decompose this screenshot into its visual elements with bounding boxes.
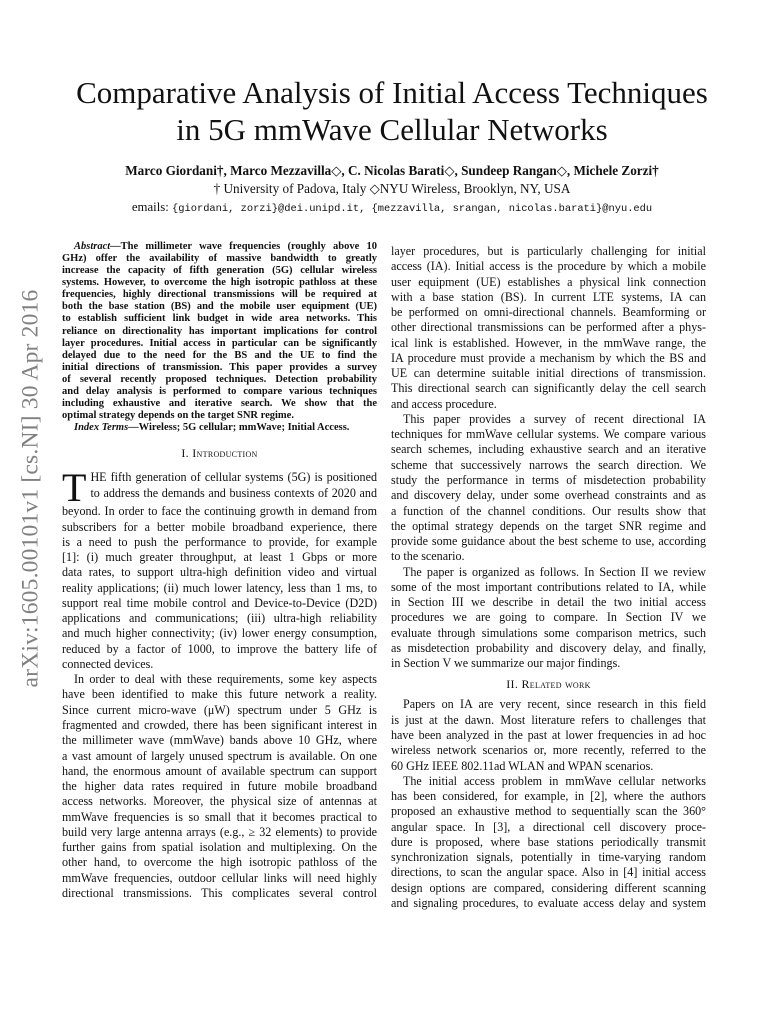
title-line: in 5G mmWave Cellular Networks (176, 112, 608, 147)
abstract-line: initial directions of transmission. This paper provides a survey (62, 361, 377, 373)
body-line: wireless network scenarios or, more recently, referred to the (391, 743, 706, 758)
dropcap-letter: T (62, 465, 87, 511)
emails-addresses: {giordani, zorzi}@dei.unipd.it, {mezzavilla, srangan, nicolas.barati}@nyu.edu (172, 203, 653, 215)
intro-line: HE fifth generation of cellular systems (5G) is positioned (90, 470, 377, 485)
body-line: angular space. In [3], a directional cell discovery proce- (391, 819, 706, 834)
right-paragraph-5 (391, 774, 706, 911)
body-line: a function of the channel conditions. Our results show that (391, 503, 706, 518)
body-line: with a base station (BS). In current LTE systems, IA can (391, 289, 706, 304)
intro-line: a vast amount of largely unused spectrum is available. On one (62, 748, 377, 763)
right-paragraph-1 (391, 244, 706, 412)
abstract-line: both the base station (BS) and the mobile user equipment (UE) (62, 301, 377, 313)
body-line: and access procedure. (391, 396, 497, 411)
body-line: ical link is established. However, in the mmWave range, the (391, 335, 706, 350)
abstract-line: frequencies, highly directional transmissions will be required at (62, 289, 377, 301)
intro-line: and much higher connectivity; (iv) lower energy consumption, (62, 626, 377, 641)
intro-line: beyond. In order to face the continuing growth in demand from (62, 504, 377, 519)
intro-line: data rates, to support ultra-high definition video and virtual (62, 565, 377, 580)
abstract-line: systems. However, to overcome the high isotropic pathloss at these (62, 277, 377, 289)
intro-line: directional transmissions. This complicates several control (62, 885, 377, 900)
body-line: UE can determine suitable initial directions of transmission. (391, 366, 706, 381)
body-line: the optimal strategy depends on the target SNR regime and (391, 518, 706, 533)
abstract-line: delayed due to the need for the BS and the UE to find the (62, 349, 377, 361)
paper-title (52, 74, 732, 148)
arxiv-stamp: arXiv:1605.00101v1 [cs.NI] 30 Apr 2016 (17, 289, 44, 687)
abstract (62, 241, 377, 422)
intro-line: support real time mobile control and Device-to-Device (D2D) (62, 595, 377, 610)
body-line: This paper provides a survey of recent directional IA (403, 411, 706, 426)
right-paragraph-2 (391, 412, 706, 565)
abstract-line: increase the capacity of fifth generation (5G) cellular wireless (62, 265, 377, 277)
body-line: user equipment (UE) establishes a physical link connection (391, 274, 706, 289)
body-line: techniques for mmWave cellular systems. We compare various (391, 427, 706, 442)
affiliations: † University of Padova, Italy ◇NYU Wireless, Brooklyn, NY, USA (213, 181, 571, 196)
right-column (391, 244, 706, 911)
intro-line: the higher data rates required in future mobile broadband (62, 779, 377, 794)
body-line: have been analyzed in the past at lower frequencies in ad hoc (391, 727, 706, 742)
body-line: other directional transmissions can be performed after a phys- (391, 320, 706, 335)
body-line: dure is proposed, where base stations periodically transmit (391, 834, 706, 849)
body-line: has been considered, for example, in [2], where the authors (391, 789, 706, 804)
intro-line: build very large antenna arrays (e.g., ≥ 32 elements) to provide (62, 824, 377, 839)
body-line: This directional search can significantly delay the cell search (391, 381, 706, 396)
body-line: be performed on omni-directional channels. Beamforming or (391, 305, 706, 320)
intro-line: access networks. Moreover, the physical size of antennas at (62, 794, 377, 809)
abstract-line: layer procedures. Initial access in particular can be significantly (62, 337, 377, 349)
intro-line: mmWave frequencies, outdoor cellular links will need highly (62, 870, 377, 885)
abstract-line: of several recently proposed techniques. Detection probability (62, 373, 377, 385)
body-line: as misdetection probability and discovery delay, and finally, (391, 640, 706, 655)
body-line: evaluate through simulations some comparison metrics, such (391, 625, 706, 640)
abstract-line: reliance on directionality has important implications for control (62, 325, 377, 337)
body-line: some of the most important contributions related to IA, while (391, 579, 706, 594)
author-emails (52, 198, 732, 218)
body-line: provide some guidance about the best scheme to use, according (391, 534, 706, 549)
intro-line: [1]: (i) much greater throughput, at least 1 Gbps or more (62, 550, 377, 565)
section-heading-related-work: II. Related work (506, 677, 591, 692)
intro-line: to address the demands and business contexts of 2020 and (90, 485, 377, 500)
abstract-line: including exhaustive and iterative search. We show that the (62, 398, 377, 410)
body-line: directions, to scan the angular space. Also in [4] initial access (391, 865, 706, 880)
body-line: in Section III we describe in detail the two initial access (391, 595, 706, 610)
body-line: proposed an exhaustive method to sequentially scan the 360° (391, 804, 706, 819)
author-list: Marco Giordani†, Marco Mezzavilla◇, C. Nicolas Barati◇, Sundeep Rangan◇, Michele Zorzi† (125, 163, 659, 178)
body-line: study the performance in terms of misdetection probability (391, 472, 706, 487)
intro-line: the millimeter wave (mmWave) bands above 10 GHz, where (62, 733, 377, 748)
abstract-line: and delay analysis is performed to compare various techniques (62, 385, 377, 397)
intro-line: subscribers for a better mobile broadband experience, there (62, 519, 377, 534)
intro-line: other hand, to overcome the high isotropic pathloss of the (62, 855, 377, 870)
body-line: 60 GHz IEEE 802.11ad WLAN and WPAN scenarios. (391, 758, 654, 773)
intro-line: hand, the enormous amount of available spectrum can support (62, 763, 377, 778)
body-line: The initial access problem in mmWave cellular networks (403, 773, 706, 788)
body-line: search schemes, including exhaustive search and an iterative (391, 442, 706, 457)
body-line: to the scenario. (391, 549, 465, 564)
body-line: in Section V we summarize our major findings. (391, 656, 621, 671)
body-line: is just at the dawn. Most literature refers to challenges that (391, 712, 706, 727)
right-paragraph-4 (391, 697, 706, 773)
section-heading-introduction: I. Introduction (181, 446, 258, 461)
body-line: access (IA). Initial access is the procedure by which a mobile (391, 259, 706, 274)
abstract-line: Abstract—The millimeter wave frequencies (roughly above 10 (74, 241, 377, 252)
body-line: synchronization signals, potentially in time-varying random (391, 850, 706, 865)
body-line: and discovery delay, under some overhead constraints and as (391, 488, 706, 503)
intro-line: In order to deal with these requirements, some key aspects (74, 672, 377, 687)
body-line: layer procedures, but is particularly challenging for initial (391, 244, 706, 258)
intro-line: applications and communications; (iii) ultra-high reliability (62, 611, 377, 626)
body-line: Papers on IA are very recent, since research in this field (403, 697, 706, 712)
intro-line: is a need to push the performance to provide, for example (62, 534, 377, 549)
body-line: scheme that successively narrows the search direction. We (391, 457, 706, 472)
abstract-line: optimal strategy depends on the target SNR regime. (62, 410, 294, 422)
intro-line: reality applications; (ii) much lower latency, less than 1 ms, to (62, 580, 377, 595)
intro-line: further gains from spatial isolation and multiplexing. On the (62, 840, 377, 855)
intro-line: Since current micro-wave (μW) spectrum under 5 GHz is (62, 702, 377, 717)
title-line: Comparative Analysis of Initial Access Techniques (76, 75, 708, 110)
abstract-line: to establish sufficient link budget in wide area networks. This (62, 313, 377, 325)
index-terms: Index Terms—Wireless; 5G cellular; mmWave; Initial Access. (74, 422, 350, 434)
body-line: design options are compared, considering different scanning (391, 880, 706, 895)
intro-line: connected devices. (62, 656, 154, 671)
intro-line: reduced by a factor of 1000, to improve the battery life of (62, 641, 377, 656)
intro-paragraph-2 (62, 672, 377, 901)
intro-line: fragmented and crowded, there has been significant interest in (62, 717, 377, 732)
intro-paragraph-1 (62, 465, 377, 672)
abstract-line: GHz) offer the availability of massive bandwidth to greatly (62, 253, 377, 265)
body-line: and signaling procedures, to evaluate access delay and system (391, 895, 706, 910)
body-line: The paper is organized as follows. In Section II we review (403, 564, 706, 579)
intro-line: have been identified to make this future network a reality. (62, 687, 377, 702)
emails-label: emails: (131, 200, 169, 214)
right-paragraph-3 (391, 565, 706, 672)
body-line: procedures we are going to compare. In Section IV we (391, 610, 706, 625)
left-column (62, 241, 377, 901)
body-line: IA procedure must provide a mechanism by which the BS and (391, 350, 706, 365)
intro-line: mmWave frequencies is so small that it becomes practical to (62, 809, 377, 824)
